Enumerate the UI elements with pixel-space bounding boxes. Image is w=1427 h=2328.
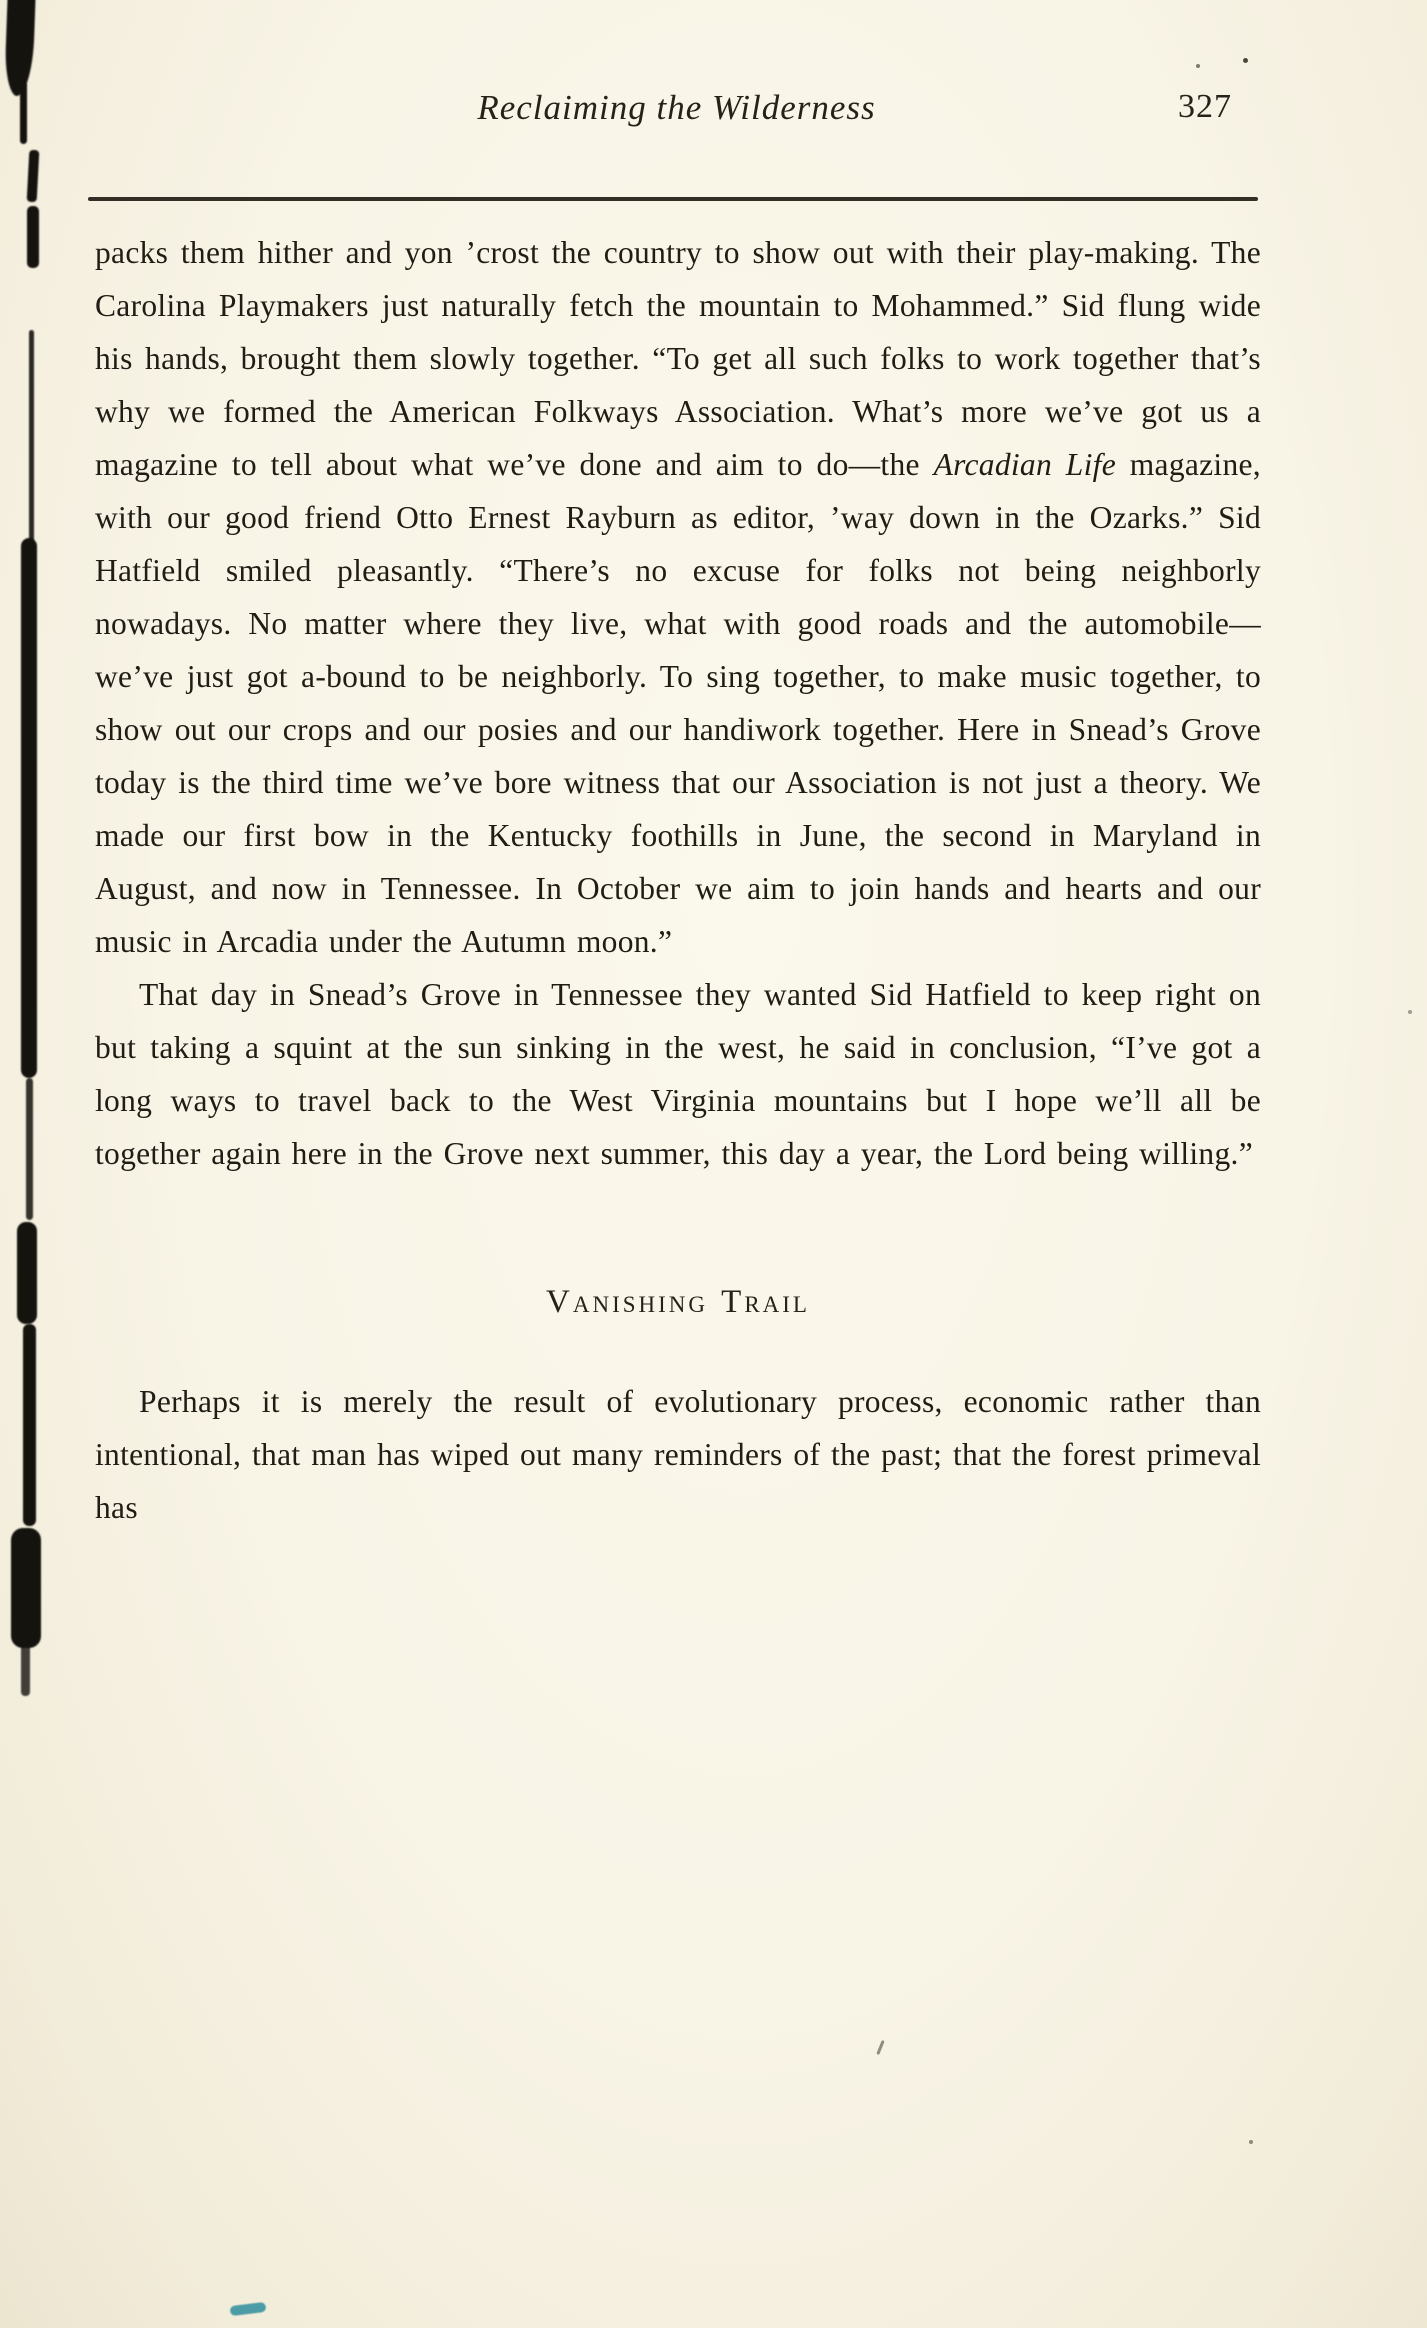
body-text: packs them hither and yon ’crost the country to show out with their play-making. The Carolina Playmakers just naturally fetch the mountain to Mohammed.” Sid flung wide his hands, brought them slowly together. “To get all such folks to work together that’s why we formed the American Folkways Association. What’s more we’ve got us a magazine to tell about what we’ve done and aim to do—the (95, 235, 1261, 482)
scan-artifact (21, 538, 37, 1078)
paragraph (95, 1375, 1261, 1534)
scan-artifact (11, 1528, 41, 1648)
body-text: magazine, with our good friend Otto Ernest Rayburn as editor, ’way down in the Ozarks.” Sid Hatfield smiled pleasantly. “There’s no excuse for folks not being neighborly nowadays. No matter where they live, what with good roads and the automobile—we’ve just got a-bound to be neighborly. To sing together, to make music together, to show out our crops and our posies and our handiwork together. Here in Snead’s Grove today is the third time we’ve bore witness that our Association is not just a theory. We made our first bow in the Kentucky foothills in June, the second in Maryland in August, and now in Tennessee. In October we aim to join hands and hearts and our music in Arcadia under the Autumn moon.” (95, 447, 1261, 959)
header-rule (88, 197, 1258, 201)
section-heading: Vanishing Trail (546, 1284, 810, 1320)
scan-artifact (21, 1644, 30, 1696)
scan-speck (876, 2040, 884, 2055)
scan-artifact (27, 206, 39, 268)
body-text: That day in Snead’s Grove in Tennessee they wanted Sid Hatfield to keep right on but taking a squint at the sun sinking in the west, he said in conclusion, “I’ve got a long ways to travel back to the West Virginia mountains but I hope we’ll all be together again here in the Grove next summer, this day a year, the Lord being willing.” (95, 977, 1261, 1171)
scan-speck (1249, 2140, 1253, 2144)
italic-text: Arcadian Life (933, 447, 1116, 482)
paragraph (95, 226, 1261, 968)
scan-artifact (4, 0, 36, 96)
paragraph (95, 968, 1261, 1180)
body-text: Perhaps it is merely the result of evolutionary process, economic rather than intentional, that man has wiped out many reminders of the past; that the forest primeval has (95, 1384, 1261, 1525)
scan-artifact (17, 1222, 37, 1324)
chapter-title: Reclaiming the Wilderness (477, 88, 876, 127)
text-body (95, 226, 1261, 1534)
scan-artifact (26, 1078, 33, 1220)
scan-artifact (20, 82, 27, 144)
scan-speck (1196, 64, 1200, 68)
scan-artifact (23, 1324, 36, 1526)
ink-mark (230, 2302, 267, 2316)
scan-artifact (29, 330, 34, 542)
running-head (95, 88, 1258, 146)
scan-speck (1408, 1010, 1412, 1014)
scan-speck (1243, 58, 1248, 63)
page-number: 327 (1178, 88, 1232, 125)
scan-artifact (27, 150, 40, 202)
